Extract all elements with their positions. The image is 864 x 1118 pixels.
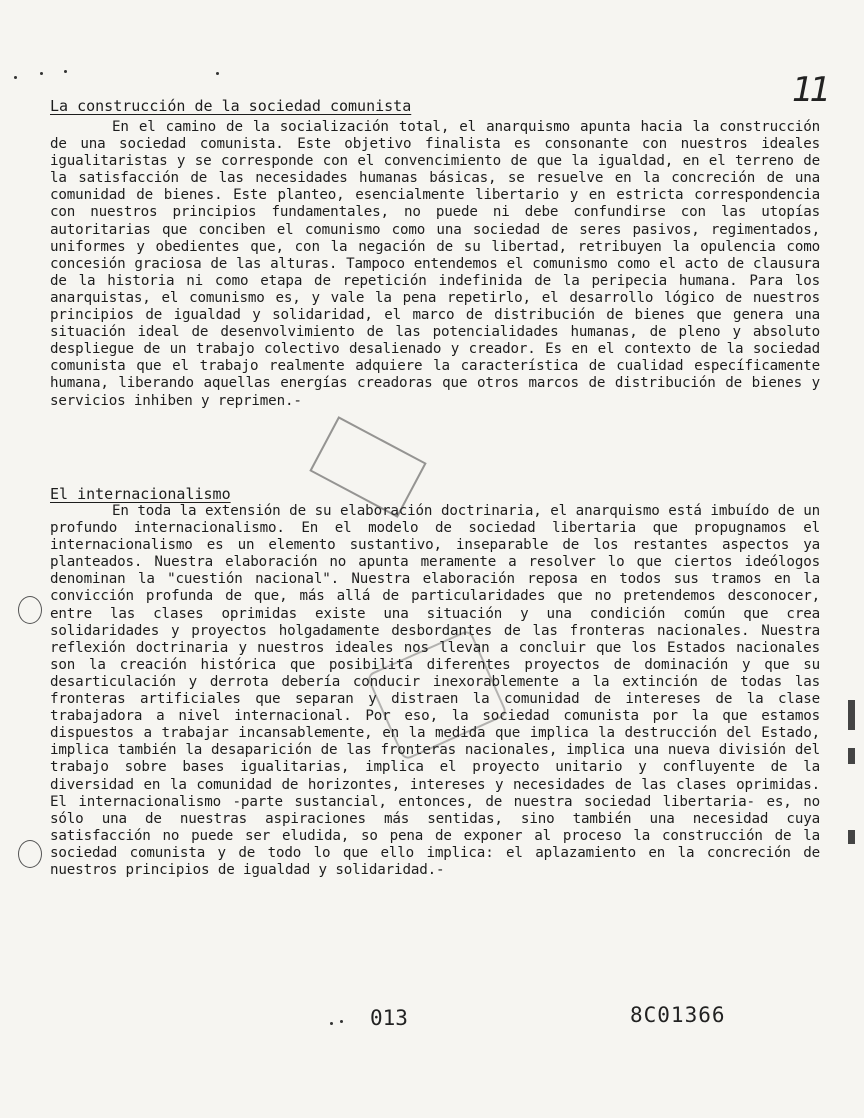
scan-speck — [40, 72, 43, 75]
section-paragraph: En toda la extensión de su elaboración doctrinaria, el anarquismo está imbuído de un profundo internacionalismo. En el modelo de sociedad libertaria que propugnamos el internacionalismo es un elemento sustantivo, inseparable de los restantes aspectos ya planteados. Nuestra elaboración no apunta meramente a resolver lo que ciertos ideólogos denominan la "cuestión nacional". Nuestra elaboración reposa en todos sus tramos en la convicción profunda de que, más allá de particularidades que no pretendemos desconocer, entre las clases oprimidas existe una situación y una condición común que crea solidaridades y proyectos holgadamente desbordantes de las fronteras nacionales. Nuestra reflexión doctrinaria y nuestros ideales nos llevan a concluir que los Estados nacionales son la creación histórica que posibilita diferentes proyectos de dominación y que su desarticulación y derrota debería conducir inexorablemente a la extinción de todas las fronteras artificiales que separan y distraen la comunidad de intereses de la clase trabajadora a nivel internacional. Por eso, la sociedad comunista por la que estamos dispuestos a trabajar incansablemente, en la medida que implica la destrucción del Estado, implica también la desaparición de las fronteras nacionales, implica una nueva división del trabajo sobre bases igualitarias, implica el proyecto unitario y confluyente de la diversidad en la comunidad de horizontes, intereses y necesidades de las clases oprimidas. El internacionalismo -parte sustancial, entonces, de nuestra sociedad libertaria- es, no sólo una de nuestras aspiraciones más sentidas, sino también una necesidad cuya satisfacción no puede ser eludida, so pena de exponer al proceso la construcción de la sociedad comunista y de todo lo que ello implica: el aplazamiento en la concreción de nuestros principios de igualdad y solidaridad.- — [50, 503, 820, 878]
scan-speck — [14, 76, 17, 79]
section-heading: La construcción de la sociedad comunista — [50, 97, 412, 115]
scan-speck — [330, 1022, 333, 1025]
punch-hole — [18, 596, 42, 624]
margin-mark — [848, 700, 855, 730]
punch-hole — [18, 840, 42, 868]
margin-mark — [848, 748, 855, 764]
margin-mark — [848, 830, 855, 844]
scan-speck — [64, 70, 67, 73]
section-paragraph: En el camino de la socialización total, el anarquismo apunta hacia la construcción de una sociedad comunista. Este objetivo finalista es consonante con nuestros ideales igualitaristas y se corresponde con el convencimiento de que la igualdad, en el terreno de la satisfacción de las necesidades humanas básicas, se resuelve en la concreción de una comunidad de bienes. Este planteo, esencialmente libertario y en estricta correspondencia con nuestros principios fundamentales, no puede ni debe confundirse con las utopías autoritarias que conciben el comunismo como una sociedad de seres pasivos, regimentados, uniformes y obedientes que, con la negación de su libertad, retribuyen la opulencia como concesión graciosa de las alturas. Tampoco entendemos el comunismo como el acto de clausura de la historia ni como etapa de repetición indefinida de la peripecia humana. Para los anarquistas, el comunismo es, y vale la pena repetirlo, el desarrollo lógico de nuestros principios de igualdad y solidaridad, el marco de distribución de bienes que genera una situación ideal de desenvolvimiento de las potencialidades humanas, de pleno y absoluto despliegue de un trabajo colectivo desalienado y creador. Es en el contexto de la sociedad comunista que el trabajo realmente adquiere la característica de cualidad específicamente humana, liberando aquellas energías creadoras que otros marcos de distribución de bienes y servicios inhiben y reprimen.- — [50, 119, 820, 409]
section-heading: El internacionalismo — [50, 485, 231, 503]
scan-speck — [216, 72, 219, 75]
scan-speck — [340, 1020, 343, 1023]
page-number: 11 — [792, 70, 828, 110]
document-number: 013 — [370, 1006, 408, 1030]
archive-number: 8C01366 — [630, 1003, 726, 1027]
